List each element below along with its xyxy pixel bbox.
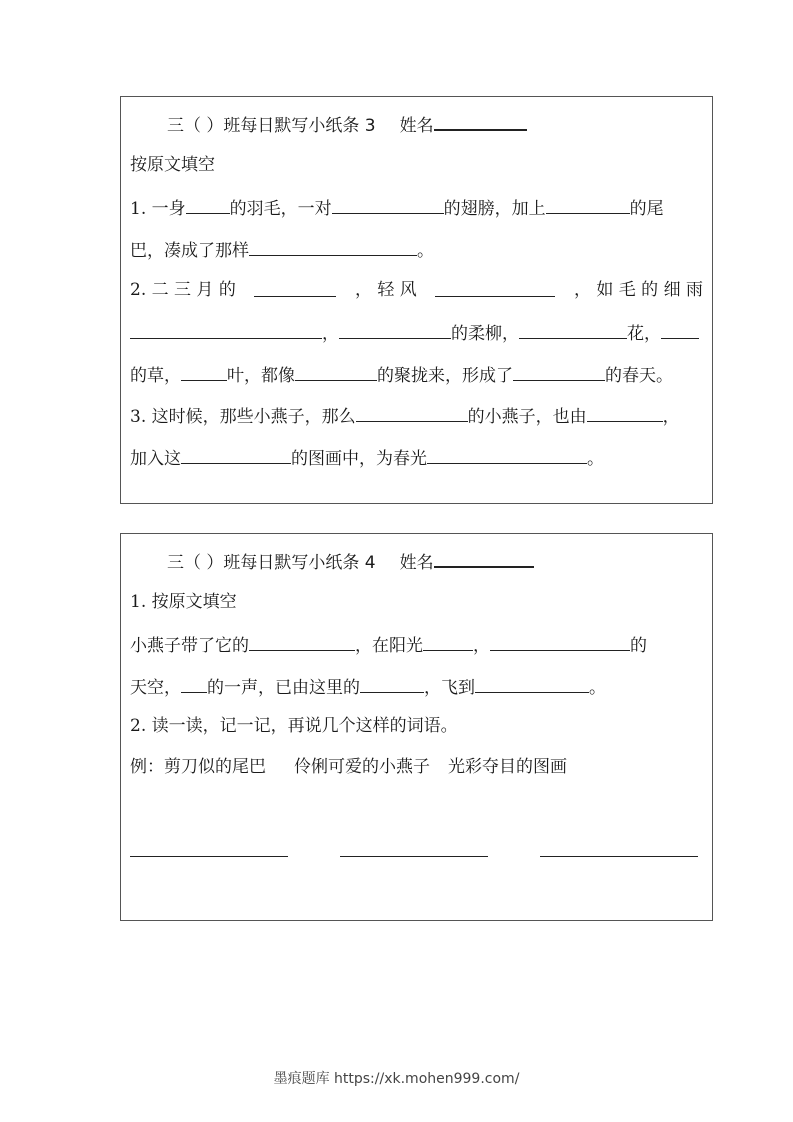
text: 的翅膀，加上 [443, 199, 546, 219]
blank[interactable] [181, 445, 291, 464]
blank[interactable] [423, 632, 473, 651]
name-field[interactable] [434, 111, 527, 131]
blank[interactable] [519, 320, 627, 339]
name-field[interactable] [434, 548, 534, 568]
blank[interactable] [587, 403, 663, 422]
text: 1. 一身 [130, 199, 186, 219]
text: 的春天。 [605, 366, 673, 386]
dictation-card-4 [120, 533, 713, 921]
card-header [167, 111, 703, 138]
example-phrase: 伶俐可爱的小燕子 [294, 757, 430, 777]
text: 2. 二 三 月 的 [130, 280, 236, 300]
question-2-line-3 [130, 362, 703, 388]
blank[interactable] [427, 445, 587, 464]
blank[interactable] [130, 320, 322, 339]
blank[interactable] [661, 320, 699, 339]
text: 的羽毛，一对 [229, 199, 332, 219]
text: 小燕子带了它的 [130, 636, 249, 656]
dictation-card-3 [120, 96, 713, 504]
blank[interactable] [339, 320, 451, 339]
text: 加入这 [130, 449, 181, 469]
answer-blank[interactable] [130, 856, 288, 857]
question-1-title: 1. 按原文填空 [130, 592, 237, 612]
text: ， 如 毛 的 细 雨 [573, 280, 703, 300]
text: 。 [589, 678, 606, 698]
blank[interactable] [181, 674, 207, 693]
text: 的图画中，为春光 [291, 449, 427, 469]
card-header [167, 548, 703, 575]
example-phrase: 剪刀似的尾巴 [164, 757, 266, 777]
blank[interactable] [249, 632, 355, 651]
question-1-line-1 [130, 195, 703, 221]
blank[interactable] [435, 278, 555, 297]
blank[interactable] [332, 195, 444, 214]
example-phrase: 光彩夺目的图画 [448, 757, 567, 777]
answer-blank[interactable] [540, 856, 698, 857]
card-title: 三（ ）班每日默写小纸条 4 [167, 553, 376, 573]
text: 叶，都像 [227, 366, 295, 386]
text: ，飞到 [424, 678, 475, 698]
text: ， [662, 407, 680, 427]
text: 花， [627, 324, 661, 344]
blank[interactable] [546, 195, 630, 214]
answer-blank[interactable] [340, 856, 488, 857]
example-label: 例： [130, 757, 164, 777]
blank[interactable] [356, 403, 468, 422]
examples-line [130, 755, 703, 779]
blank[interactable] [513, 362, 605, 381]
text: 巴，凑成了那样 [130, 241, 249, 261]
name-label: 姓名 [399, 553, 434, 573]
text: 的尾 [629, 199, 664, 219]
text: 天空， [130, 678, 181, 698]
text: 的一声，已由这里的 [207, 678, 360, 698]
text: 的草， [130, 366, 181, 386]
blank[interactable] [254, 278, 336, 297]
question-3-line-1 [130, 403, 703, 429]
blank[interactable] [181, 362, 227, 381]
text: 。 [587, 449, 604, 469]
question-1-line-1 [130, 632, 703, 658]
question-3-line-2 [130, 445, 703, 471]
question-1-line-2 [130, 237, 703, 263]
text: 3. 这时候，那些小燕子，那么 [130, 407, 356, 427]
text: 的小燕子，也由 [467, 407, 587, 427]
text: 。 [417, 241, 434, 261]
footer-watermark: 墨痕题库 https://xk.mohen999.com/ [273, 1071, 520, 1087]
blank[interactable] [249, 237, 417, 256]
answer-blanks [130, 856, 698, 857]
blank[interactable] [186, 195, 230, 214]
text: 的 [630, 636, 647, 656]
card-title: 三（ ）班每日默写小纸条 3 [167, 116, 376, 136]
text: ，在阳光 [355, 636, 423, 656]
question-2-line-1 [130, 278, 703, 302]
instruction: 按原文填空 [130, 155, 215, 175]
blank[interactable] [490, 632, 630, 651]
name-label: 姓名 [399, 116, 434, 136]
text: ， [473, 636, 490, 656]
text: 的聚拢来，形成了 [377, 366, 513, 386]
question-1-line-2 [130, 674, 703, 700]
blank[interactable] [475, 674, 589, 693]
text: 的柔柳， [451, 324, 519, 344]
question-2-line-2 [130, 320, 703, 346]
text: ， [322, 324, 339, 344]
blank[interactable] [295, 362, 377, 381]
text: ， 轻 风 [355, 280, 417, 300]
question-2-title: 2. 读一读，记一记，再说几个这样的词语。 [130, 716, 458, 736]
blank[interactable] [360, 674, 424, 693]
